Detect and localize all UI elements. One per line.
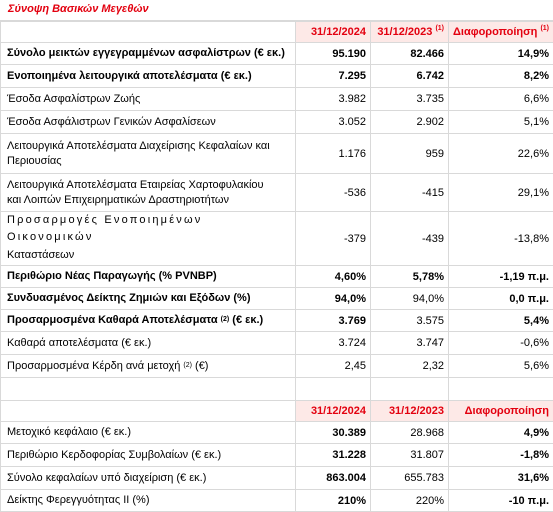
header-2023: 31/12/2023 $^{(1)}$ <box>371 22 449 43</box>
value-2024: 3.052 <box>296 111 371 134</box>
table-row <box>1 490 553 512</box>
table-row <box>1 266 553 288</box>
row-label <box>1 212 296 266</box>
table-row <box>1 88 553 111</box>
value-diff: -13,8% <box>449 212 553 266</box>
value-2023: -439 <box>371 212 449 266</box>
row-label-line1: Προσαρμογές Ενοποιημένων Οικονομικών <box>7 212 291 246</box>
value-2023: 94,0% <box>371 288 449 310</box>
header-empty-cell <box>1 22 296 43</box>
value-2024: 3.769 <box>296 310 371 332</box>
table-row <box>1 422 553 444</box>
value-2024: -536 <box>296 174 371 212</box>
row-label: Περιθώριο Κερδοφορίας Συμβολαίων (€ εκ.) <box>1 444 296 467</box>
value-2024: 3.982 <box>296 88 371 111</box>
header-2024: 31/12/2024 <box>296 22 371 43</box>
table-row <box>1 444 553 467</box>
value-diff: 0,0 π.μ. <box>449 288 553 310</box>
row-label: Συνδυασμένος Δείκτης Ζημιών και Εξόδων (%) <box>1 288 296 310</box>
row-label: Δείκτης Φερεγγυότητας ΙΙ (%) <box>1 490 296 512</box>
header-2023: 31/12/2023 <box>371 401 449 422</box>
row-label-line2: και Λοιπών Επιχειρηματικών Δραστηριοτήτων <box>7 193 291 208</box>
value-2023: 2,32 <box>371 355 449 378</box>
value-2024: 30.389 <box>296 422 371 444</box>
value-diff: -1,8% <box>449 444 553 467</box>
header-diff: Διαφοροποίηση $^{(1)}$ <box>449 22 553 43</box>
table-row <box>1 43 553 65</box>
value-2024: 4,60% <box>296 266 371 288</box>
value-2023: 3.747 <box>371 332 449 355</box>
value-2024: 94,0% <box>296 288 371 310</box>
table-row <box>1 310 553 332</box>
value-2023: 3.575 <box>371 310 449 332</box>
table-header-row <box>1 22 553 43</box>
value-diff: 6,6% <box>449 88 553 111</box>
row-label: Σύνολο κεφαλαίων υπό διαχείριση (€ εκ.) <box>1 467 296 490</box>
value-2023: 6.742 <box>371 65 449 88</box>
value-2023: 28.968 <box>371 422 449 444</box>
table-row <box>1 65 553 88</box>
row-label <box>1 174 296 212</box>
row-label-line2: Καταστάσεων <box>7 246 291 265</box>
value-2024: 863.004 <box>296 467 371 490</box>
row-label: Προσαρμοσμένα Καθαρά Αποτελέσματα $^{(2)}$ (€ εκ.) <box>1 310 296 332</box>
table-row <box>1 332 553 355</box>
header-2024: 31/12/2024 <box>296 401 371 422</box>
value-diff: 29,1% <box>449 174 553 212</box>
value-diff: 31,6% <box>449 467 553 490</box>
table-row <box>1 111 553 134</box>
table-row <box>1 467 553 490</box>
row-label: Ενοποιημένα λειτουργικά αποτελέσματα (€ εκ.) <box>1 65 296 88</box>
value-2024: 1.176 <box>296 134 371 174</box>
header-diff: Διαφοροποίηση <box>449 401 553 422</box>
row-label: Προσαρμοσμένα Κέρδη ανά μετοχή $^{(2)}$ (€) <box>1 355 296 378</box>
value-2023: 655.783 <box>371 467 449 490</box>
row-label: Μετοχικό κεφάλαιο (€ εκ.) <box>1 422 296 444</box>
row-label: Σύνολο μεικτών εγγεγραμμένων ασφαλίστρων (€ εκ.) <box>1 43 296 65</box>
value-2023: 82.466 <box>371 43 449 65</box>
title-bar <box>0 0 553 21</box>
value-2024: 31.228 <box>296 444 371 467</box>
value-2023: 220% <box>371 490 449 512</box>
value-2023: 959 <box>371 134 449 174</box>
table-row <box>1 134 553 174</box>
spacer-row <box>1 378 553 401</box>
value-diff: -1,19 π.μ. <box>449 266 553 288</box>
value-2024: 210% <box>296 490 371 512</box>
value-diff: -10 π.μ. <box>449 490 553 512</box>
row-label <box>1 134 296 174</box>
value-diff: 5,4% <box>449 310 553 332</box>
value-diff: 5,6% <box>449 355 553 378</box>
sheet-title: Σύνοψη Βασικών Μεγεθών <box>8 3 149 15</box>
table-row <box>1 288 553 310</box>
value-2024: 7.295 <box>296 65 371 88</box>
row-label-line1: Λειτουργικά Αποτελέσματα Εταιρείας Χαρτοφυλακίου <box>7 178 291 193</box>
value-2023: 5,78% <box>371 266 449 288</box>
table-header-row-2 <box>1 401 553 422</box>
value-2023: 2.902 <box>371 111 449 134</box>
row-label-line1: Λειτουργικά Αποτελέσματα Διαχείρισης Κεφαλαίων και <box>7 139 291 154</box>
table-row <box>1 212 553 266</box>
value-2024: 95.190 <box>296 43 371 65</box>
footnote-marker: (2) <box>221 316 230 323</box>
key-figures-table <box>0 21 553 512</box>
footnote-marker: (2) <box>183 362 192 369</box>
value-2023: -415 <box>371 174 449 212</box>
value-2024: -379 <box>296 212 371 266</box>
table-row <box>1 174 553 212</box>
value-diff: -0,6% <box>449 332 553 355</box>
table-row <box>1 355 553 378</box>
value-diff: 8,2% <box>449 65 553 88</box>
value-diff: 22,6% <box>449 134 553 174</box>
value-2023: 3.735 <box>371 88 449 111</box>
value-2023: 31.807 <box>371 444 449 467</box>
value-diff: 14,9% <box>449 43 553 65</box>
row-label: Περιθώριο Νέας Παραγωγής (% PVNBP) <box>1 266 296 288</box>
header-empty-cell <box>1 401 296 422</box>
row-label: Έσοδα Ασφάλιστρων Γενικών Ασφαλίσεων <box>1 111 296 134</box>
row-label: Έσοδα Ασφαλίστρων Ζωής <box>1 88 296 111</box>
value-2024: 3.724 <box>296 332 371 355</box>
row-label: Καθαρά αποτελέσματα (€ εκ.) <box>1 332 296 355</box>
row-label-line2: Περιουσίας <box>7 154 291 169</box>
value-diff: 4,9% <box>449 422 553 444</box>
value-diff: 5,1% <box>449 111 553 134</box>
value-2024: 2,45 <box>296 355 371 378</box>
